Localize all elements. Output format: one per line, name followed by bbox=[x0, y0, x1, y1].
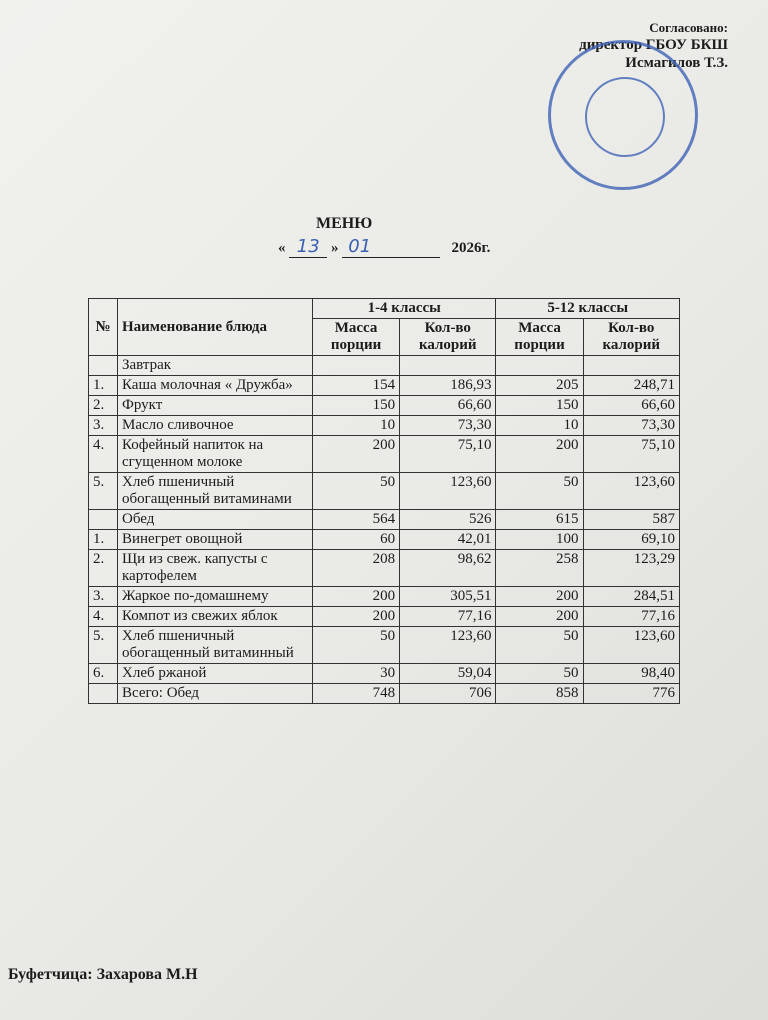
menu-date bbox=[278, 236, 490, 258]
header-group-5-12: 5-12 классы bbox=[496, 299, 680, 319]
table-row bbox=[89, 473, 680, 510]
row-number: 1. bbox=[89, 376, 118, 396]
mass-1: 208 bbox=[313, 550, 400, 587]
row-number: 5. bbox=[89, 473, 118, 510]
breakfast-rows bbox=[89, 376, 680, 510]
calories-1: 123,60 bbox=[400, 627, 496, 664]
mass-2: 258 bbox=[496, 550, 583, 587]
row-number: 6. bbox=[89, 664, 118, 684]
table-row bbox=[89, 550, 680, 587]
row-number: 2. bbox=[89, 550, 118, 587]
row-number: 3. bbox=[89, 416, 118, 436]
mass-1: 50 bbox=[313, 627, 400, 664]
lunch-mass-1: 564 bbox=[313, 510, 400, 530]
mass-2: 200 bbox=[496, 607, 583, 627]
menu-title: МЕНЮ bbox=[316, 215, 373, 232]
mass-1: 200 bbox=[313, 587, 400, 607]
dish-name: Хлеб пшеничный обогащенный витаминами bbox=[118, 473, 313, 510]
table-row bbox=[89, 587, 680, 607]
header-group-1-4: 1-4 классы bbox=[313, 299, 496, 319]
mass-2: 100 bbox=[496, 530, 583, 550]
calories-2: 66,60 bbox=[583, 396, 679, 416]
mass-2: 200 bbox=[496, 436, 583, 473]
calories-2: 77,16 bbox=[583, 607, 679, 627]
mass-2: 200 bbox=[496, 587, 583, 607]
breakfast-section-row bbox=[89, 356, 680, 376]
breakfast-label: Завтрак bbox=[118, 356, 313, 376]
calories-2: 75,10 bbox=[583, 436, 679, 473]
approval-name: Исмагилов Т.З. bbox=[625, 55, 728, 71]
calories-2: 73,30 bbox=[583, 416, 679, 436]
row-number: 4. bbox=[89, 607, 118, 627]
mass-1: 150 bbox=[313, 396, 400, 416]
calories-1: 305,51 bbox=[400, 587, 496, 607]
date-quote-open: « bbox=[278, 240, 286, 256]
stamp-inner-ring bbox=[585, 77, 665, 157]
approval-position: директор ГБОУ БКШ bbox=[579, 37, 728, 53]
calories-2: 69,10 bbox=[583, 530, 679, 550]
calories-1: 77,16 bbox=[400, 607, 496, 627]
table-row bbox=[89, 396, 680, 416]
dish-name: Кофейный напиток на сгущенном молоке bbox=[118, 436, 313, 473]
dish-name: Масло сливочное bbox=[118, 416, 313, 436]
dish-name: Жаркое по-домашнему bbox=[118, 587, 313, 607]
header-mass-2: Масса порции bbox=[496, 319, 583, 356]
row-number: 3. bbox=[89, 587, 118, 607]
date-year: 2026г. bbox=[451, 240, 491, 256]
total-row bbox=[89, 684, 680, 704]
approval-label: Согласовано: bbox=[649, 20, 728, 35]
mass-1: 60 bbox=[313, 530, 400, 550]
menu-table bbox=[88, 298, 680, 704]
mass-1: 200 bbox=[313, 607, 400, 627]
total-mass-1: 748 bbox=[313, 684, 400, 704]
mass-2: 50 bbox=[496, 664, 583, 684]
calories-2: 123,60 bbox=[583, 473, 679, 510]
header-no: № bbox=[89, 299, 118, 356]
mass-2: 205 bbox=[496, 376, 583, 396]
total-label: Всего: Обед bbox=[118, 684, 313, 704]
mass-1: 154 bbox=[313, 376, 400, 396]
table-row bbox=[89, 627, 680, 664]
header-mass-1: Масса порции bbox=[313, 319, 400, 356]
row-number: 1. bbox=[89, 530, 118, 550]
dish-name: Хлеб пшеничный обогащенный витаминный bbox=[118, 627, 313, 664]
total-calories-1: 706 bbox=[400, 684, 496, 704]
row-number: 5. bbox=[89, 627, 118, 664]
lunch-section-row bbox=[89, 510, 680, 530]
mass-1: 30 bbox=[313, 664, 400, 684]
header-name: Наименование блюда bbox=[118, 299, 313, 356]
table-row bbox=[89, 664, 680, 684]
calories-1: 123,60 bbox=[400, 473, 496, 510]
signature-line: Буфетчица: Захарова М.Н bbox=[8, 966, 198, 983]
table-row bbox=[89, 607, 680, 627]
calories-2: 123,29 bbox=[583, 550, 679, 587]
table-row bbox=[89, 530, 680, 550]
lunch-calories-1: 526 bbox=[400, 510, 496, 530]
table-row bbox=[89, 376, 680, 396]
calories-1: 59,04 bbox=[400, 664, 496, 684]
date-month: 01 bbox=[348, 236, 372, 257]
dish-name: Каша молочная « Дружба» bbox=[118, 376, 313, 396]
mass-1: 200 bbox=[313, 436, 400, 473]
calories-1: 98,62 bbox=[400, 550, 496, 587]
total-calories-2: 776 bbox=[583, 684, 679, 704]
dish-name: Хлеб ржаной bbox=[118, 664, 313, 684]
calories-2: 284,51 bbox=[583, 587, 679, 607]
mass-1: 10 bbox=[313, 416, 400, 436]
mass-2: 10 bbox=[496, 416, 583, 436]
lunch-calories-2: 587 bbox=[583, 510, 679, 530]
lunch-rows bbox=[89, 530, 680, 684]
calories-1: 66,60 bbox=[400, 396, 496, 416]
dish-name: Фрукт bbox=[118, 396, 313, 416]
row-number: 2. bbox=[89, 396, 118, 416]
calories-2: 123,60 bbox=[583, 627, 679, 664]
dish-name: Компот из свежих яблок bbox=[118, 607, 313, 627]
header-calories-2: Кол-во калорий bbox=[583, 319, 679, 356]
official-stamp bbox=[548, 40, 698, 190]
table-row bbox=[89, 436, 680, 473]
mass-2: 50 bbox=[496, 473, 583, 510]
calories-1: 42,01 bbox=[400, 530, 496, 550]
date-day: 13 bbox=[296, 236, 320, 257]
calories-1: 73,30 bbox=[400, 416, 496, 436]
calories-2: 98,40 bbox=[583, 664, 679, 684]
calories-1: 186,93 bbox=[400, 376, 496, 396]
mass-2: 150 bbox=[496, 396, 583, 416]
calories-1: 75,10 bbox=[400, 436, 496, 473]
table-header-row bbox=[89, 299, 680, 319]
dish-name: Винегрет овощной bbox=[118, 530, 313, 550]
date-quote-close: » bbox=[331, 240, 339, 256]
total-mass-2: 858 bbox=[496, 684, 583, 704]
table-row bbox=[89, 416, 680, 436]
lunch-mass-2: 615 bbox=[496, 510, 583, 530]
mass-1: 50 bbox=[313, 473, 400, 510]
dish-name: Щи из свеж. капусты с картофелем bbox=[118, 550, 313, 587]
lunch-label: Обед bbox=[118, 510, 313, 530]
mass-2: 50 bbox=[496, 627, 583, 664]
header-calories-1: Кол-во калорий bbox=[400, 319, 496, 356]
row-number: 4. bbox=[89, 436, 118, 473]
calories-2: 248,71 bbox=[583, 376, 679, 396]
